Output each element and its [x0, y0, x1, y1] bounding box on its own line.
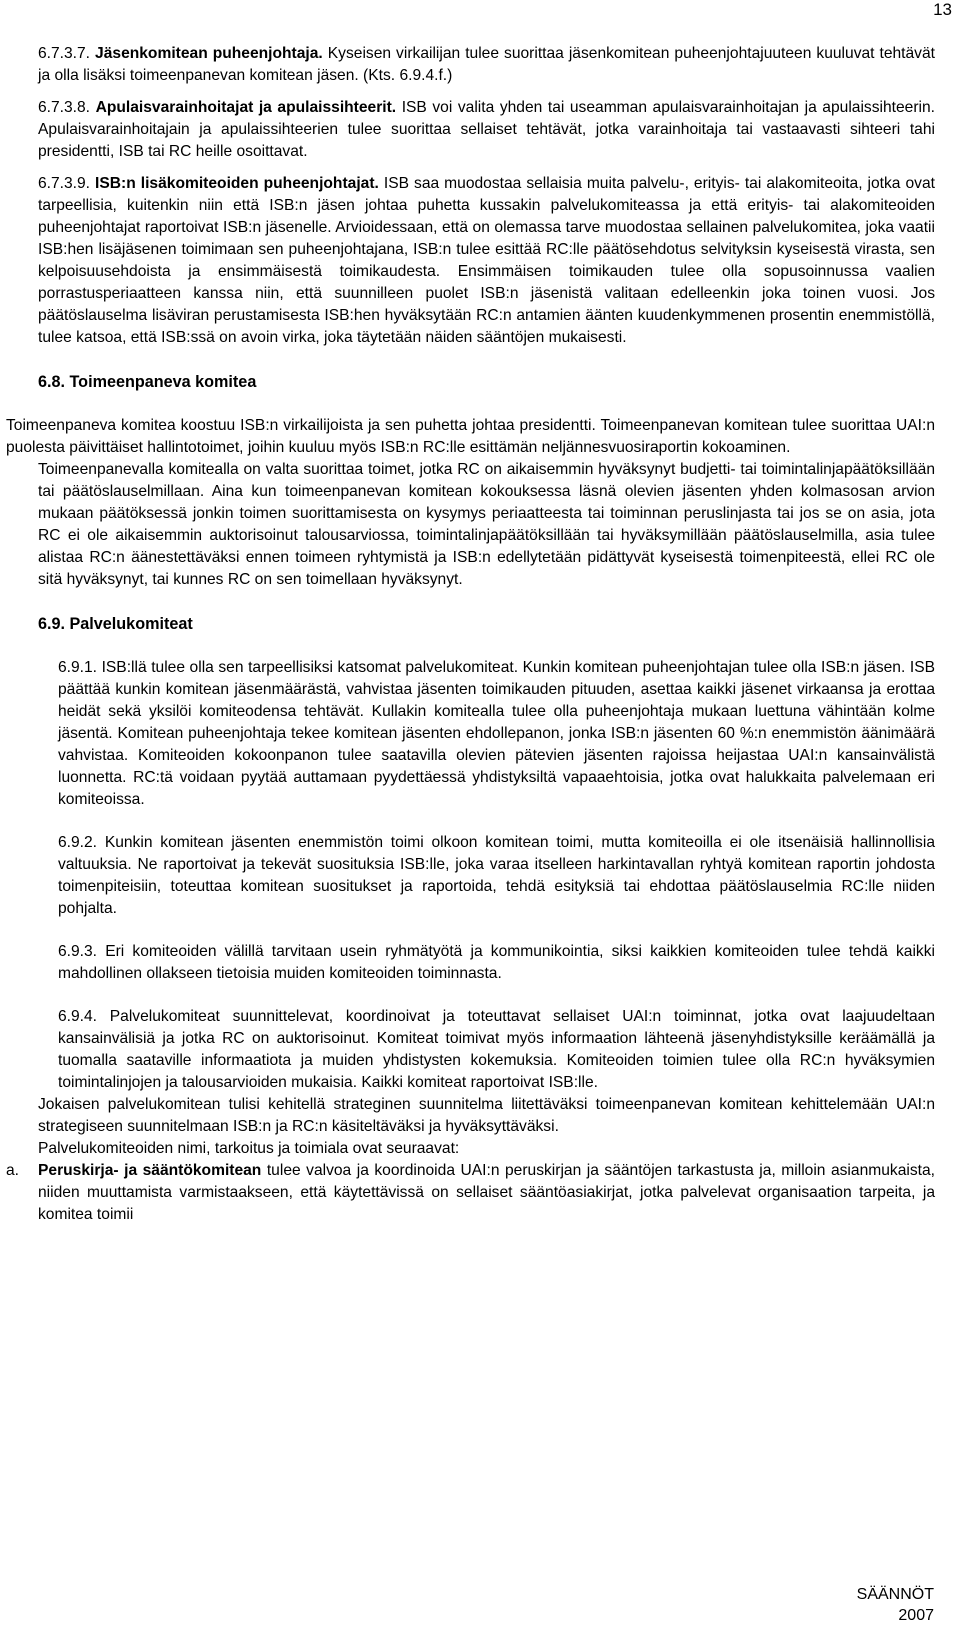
section-text: ISB voi valita yhden tai useamman apulaisvarainhoitajan ja apulaissihteerin. Apulaisvarainhoitajain ja apulaissihteerien tulee suorittaa sellaiset tehtävät, jotka varainhoitaja tai vastaavasti sihteeri tahi presidentti, ISB tai RC heille osoittavat.: [38, 99, 935, 160]
paragraph-strategic-plan: Jokaisen palvelukomitean tulisi kehitellä strateginen suunnitelma liitettäväksi toimeenpanevan komitean kehittelemään UAI:n strategiseen suunnitelmaan ISB:n ja RC:n käsiteltäväksi ja hyväksyttäväksi.: [38, 1096, 935, 1135]
heading-6-8: 6.8. Toimeenpaneva komitea: [38, 373, 257, 391]
heading-6-9: 6.9. Palvelukomiteat: [38, 615, 193, 633]
section-title: Jäsenkomitean puheenjohtaja.: [95, 45, 323, 62]
section-text: Kyseisen virkailijan tulee suorittaa jäsenkomitean puheenjohtajuuteen kuuluvat tehtävät ja olla lisäksi toimeenpanevan komitean jäsen. (Kts. 6.9.4.f.): [38, 45, 935, 84]
section-title: ISB:n lisäkomiteoiden puheenjohtajat.: [95, 175, 379, 192]
section-number: 6.9.3.: [58, 943, 98, 960]
section-6-7-3-8: [6, 97, 935, 163]
footer-year: 2007: [898, 1607, 934, 1624]
section-text: Eri komiteoiden välillä tarvitaan usein ryhmätyötä ja kommunikointia, siksi kaikkien komiteoiden tulee tehdä kaikki mahdollinen ollakseen tietoisia muiden komiteoiden toiminnasta.: [58, 943, 935, 982]
paragraph-6-8-1: Toimeenpaneva komitea koostuu ISB:n virkailijoista ja sen puhetta johtaa presidentti. Toimeenpanevan komitean tulee suorittaa UAI:n puolesta päivittäiset hallintotoimet, joihin kuuluu myös ISB:n RC:lle esittämän neljännesvuosiraportin kokoaminen.: [6, 417, 935, 456]
section-text: Palvelukomiteat suunnittelevat, koordinoivat ja toteuttavat sellaiset UAI:n toiminnat, jotka ovat laajuudeltaan kansainvälisiä ja jotka RC on auktorisoinut. Komiteat toimivat myös informaation lähteenä jäsenyhdistyksille keräämällä ja tuomalla saataville informaatiota ja muiden yhdistysten kokemuksia. Komiteoiden toimien tulee olla RC:n hyväksymien toimintalinjojen ja talousarvioiden mukaisia. Kaikki komiteat raportoivat ISB:lle.: [58, 1008, 935, 1091]
section-number: 6.9.1.: [58, 659, 98, 676]
section-6-9-1: [6, 657, 935, 811]
section-text: Kunkin komitean jäsenten enemmistön toimi olkoon komitean toimi, mutta komiteoilla ei ole itsenäisiä hallinnollisia valtuuksia. Ne raportoivat ja tekevät suosituksia ISB:lle, joka varaa itselleen harkintavallan ryhtyä komitean raportin johdosta toimenpiteisiin, toteuttaa komitean suositukset ja raportoida, tehdä esityksiä tai ehdottaa päätöslauselmia RC:lle niiden pohjalta.: [58, 834, 935, 917]
section-number: 6.7.3.7.: [38, 45, 91, 62]
list-item-text: tulee valvoa ja koordinoida UAI:n peruskirjan ja sääntöjen tarkastusta ja, milloin asianmukaista, niiden muuttamista varmistaakseen, että käytettävissä on sellaiset sääntöasiakirjat, jotka palvelevat organisaation tarpeita, ja komitea toimii: [38, 1162, 935, 1223]
section-number: 6.7.3.8.: [38, 99, 91, 116]
paragraph-6-8-2: Toimeenpanevalla komitealla on valta suorittaa toimet, jotka RC on aikaisemmin hyväksynyt budjetti- tai toimintalinjapäätöksillään tai päätöslauselmillaan. Aina kun toimeenpanevan komitean kokouksessa läsnä olevien jäsenten yhden kolmasosan arvion mukaan päätöksessä jonkin toimen suorittamisesta on kysymys periaatteesta tai toiminnan peruslinjasta tai jos se on asia, jota RC ei ole aikaisemmin auktorisoinut talousarviossa, toimintalinjapäätöksillään tai hyväksymillään päätöslauselmilla, asia tulee alistaa RC:n äänestettäväksi ennen toimeen ryhtymistä ja ISB:n edellytetään pidättyvät kyseisestä toimenpiteestä, ellei RC ole sitä hyväksynyt, tai kunnes RC on sen toimellaan hyväksynyt.: [38, 461, 935, 588]
section-number: 6.7.3.9.: [38, 175, 91, 192]
list-marker: a.: [6, 1162, 20, 1179]
section-title: Apulaisvarainhoitajat ja apulaissihteerit.: [95, 99, 397, 116]
section-number: 6.9.2.: [58, 834, 98, 851]
footer-title: SÄÄNNÖT: [856, 1586, 934, 1603]
section-6-9-4: [6, 1006, 935, 1094]
section-6-9-2: [6, 832, 935, 920]
paragraph-committee-list-intro: Palvelukomiteoiden nimi, tarkoitus ja toimiala ovat seuraavat:: [38, 1140, 460, 1157]
section-6-7-3-9: [6, 173, 935, 349]
section-text: ISB:llä tulee olla sen tarpeellisiksi katsomat palvelukomiteat. Kunkin komitean puheenjohtajan tulee olla ISB:n jäsen. ISB päättää kunkin komitean jäsenmäärästä, vahvistaa jäsenten toimikauden pituuden, asettaa kaikki jäsenet virkaansa ja erottaa heidät sekä yksilöi komiteodensa tehtävät. Kullakin komitealla tulee olla puheenjohtaja mukaan luettuna vähintään kolme jäsentä. Komitean puheenjohtaja tekee komitean jäsenten ehdollepanon, jonka ISB:n jäsenten 60 %:n enemmistön äänimäärä vahvistaa. Komiteoiden kokoonpanon tulee saatavilla olevien pätevien jäsenten rajoissa heijastaa UAI:n kansainvälistä luonnetta. RC:tä voidaan pyytää auttamaan pyydettäessä yhdistyksiltä vapaaehtoisia, jotka ovat halukkaita palvelemaan eri komiteoissa.: [58, 659, 935, 808]
page-number: 13: [933, 0, 952, 19]
section-6-7-3-7: [6, 43, 935, 87]
footer: [857, 1584, 934, 1626]
list-item: [6, 1160, 935, 1226]
document-body: [6, 43, 935, 1226]
committee-list: [6, 1160, 935, 1226]
section-text: ISB saa muodostaa sellaisia muita palvelu-, erityis- tai alakomiteoita, jotka ovat tarpeellisia, kuitenkin niin että ISB:n jäsen johtaa puhetta kussakin palvelukomiteassa ja että erityis- tai alakomiteoiden puheenjohtajat raportoivat ISB:n jäsenelle. Arvioidessaan, että on olemassa tarve muodostaa sellainen palvelukomitea, joka vaatii ISB:hen lisäjäsenen toimimaan sen puheenjohtajana, ISB:n tulee esittää RC:lle päätösehdotus selvityksin kyseisestä virasta, sen kelpoisuusehdoista ja ensimmäisestä toimikaudesta. Ensimmäisen toimikauden tulee olla sopusoinnussa vaalien porrastusperiaatteen kanssa niin, että suunnilleen puolet ISB:n jäsenistä valitaan edelleenkin joka toinen vuosi. Jos päätöslauselma lisäviran perustamisesta ISB:hen hyväksytään RC:n antamien äänten kuudenkymmenen prosentin enemmistöllä, tulee katsoa, että ISB:ssä on avoin virka, joka täytetään näiden sääntöjen mukaisesti.: [38, 175, 935, 346]
section-6-9-3: [6, 941, 935, 985]
list-item-title: Peruskirja- ja sääntökomitean: [38, 1162, 262, 1179]
section-number: 6.9.4.: [58, 1008, 98, 1025]
